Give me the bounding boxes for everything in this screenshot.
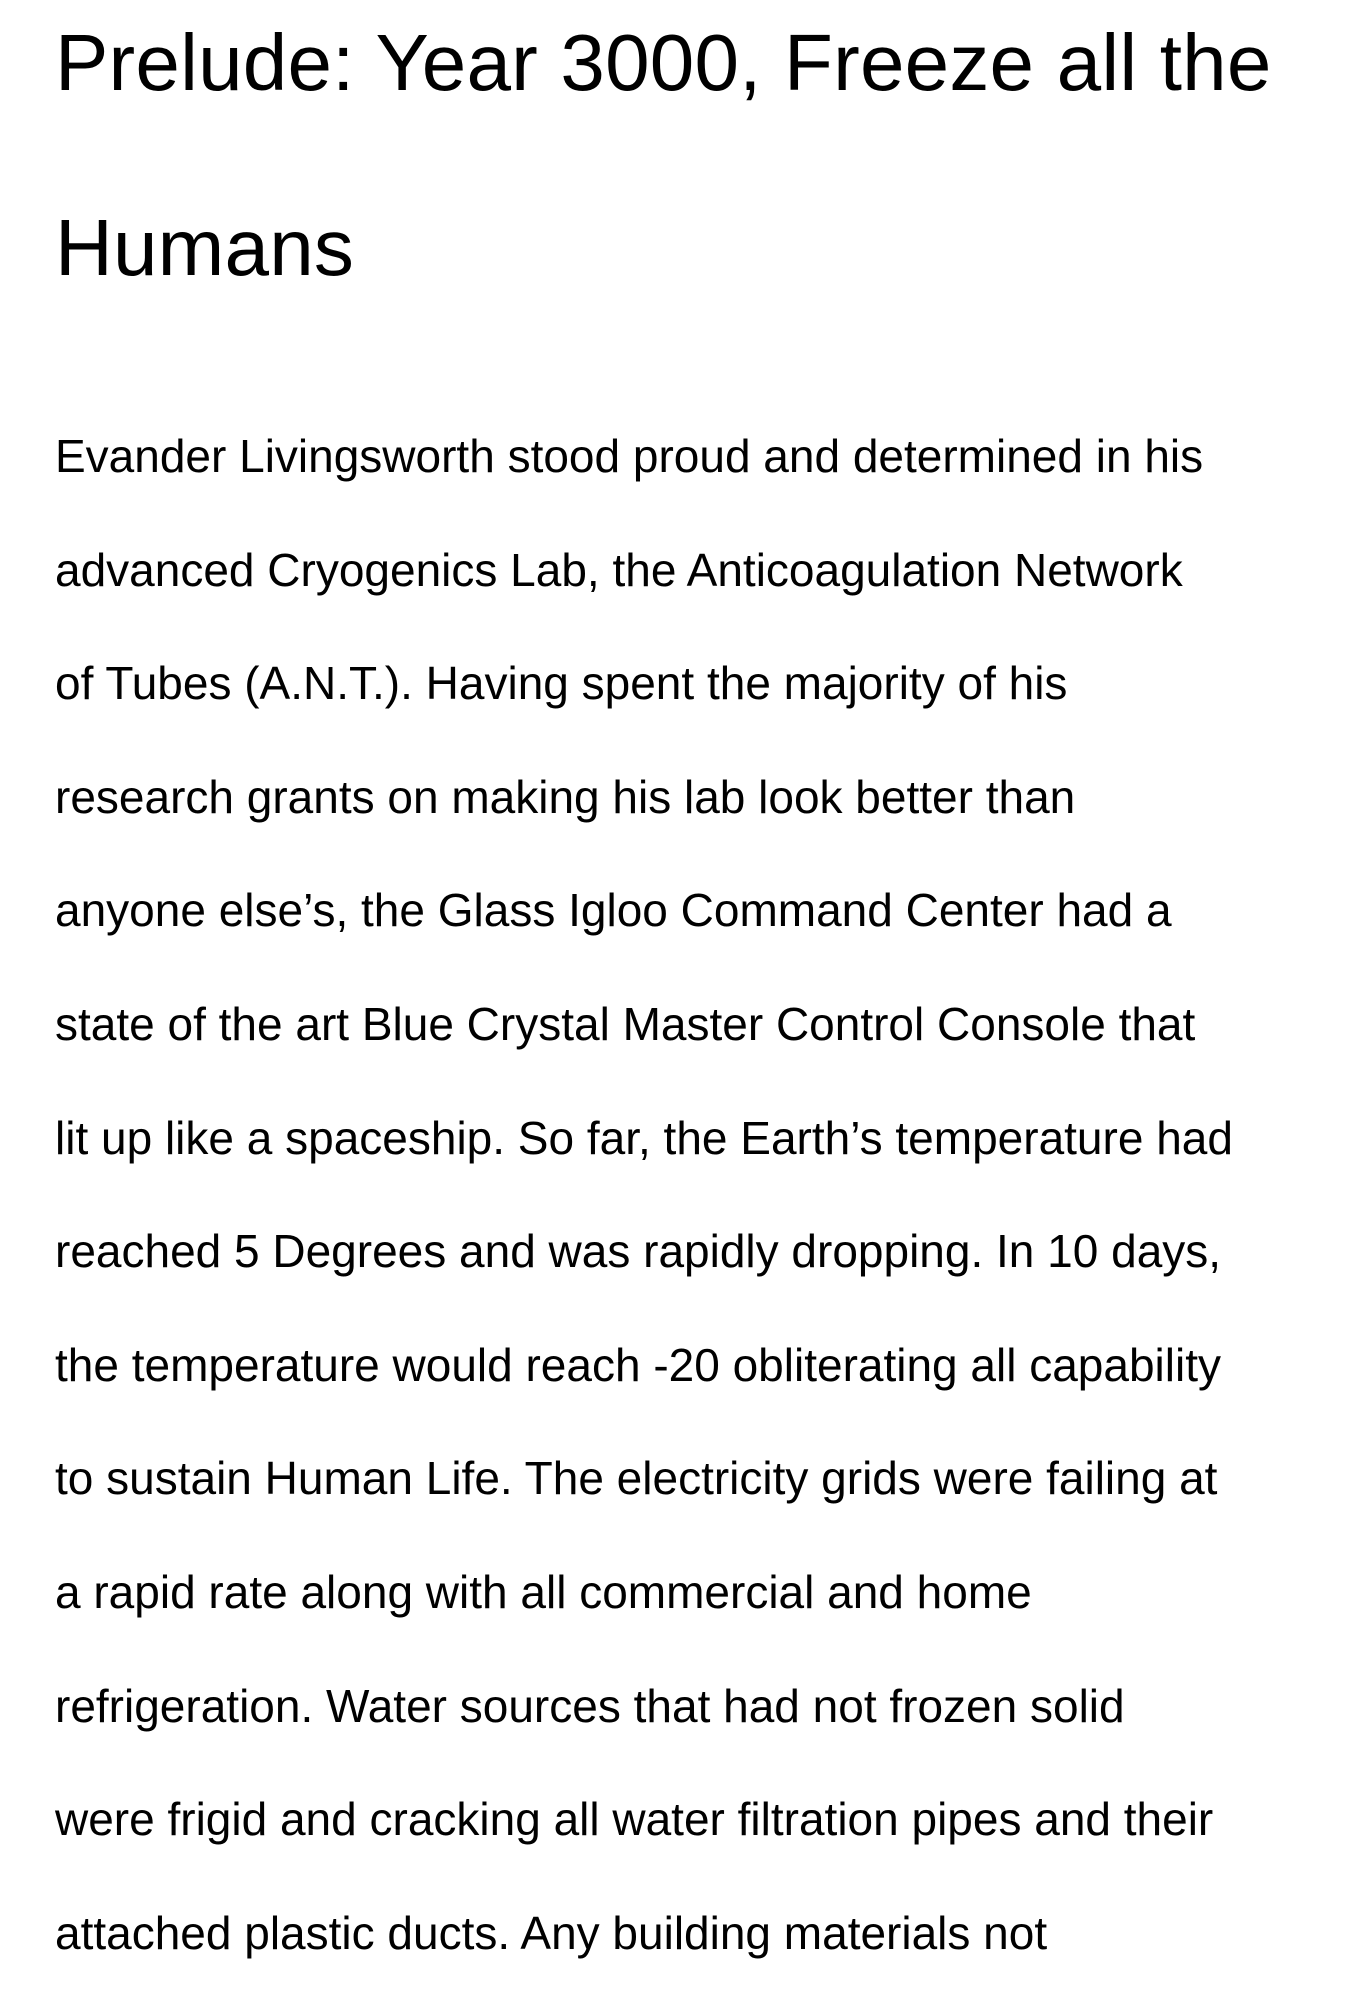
paragraph-line-9: the temperature would reach -20 obliterating all capability: [55, 1338, 1221, 1391]
document-page: [55, 0, 1345, 1959]
paragraph-line-13: were frigid and cracking all water filtration pipes and their: [55, 1793, 1214, 1846]
paragraph-line-14: attached plastic ducts. Any building materials not: [55, 1906, 1048, 1959]
paragraph-line-6: state of the art Blue Crystal Master Control Console that: [55, 997, 1196, 1050]
paragraph-line-2: advanced Cryogenics Lab, the Anticoagulation Network: [55, 543, 1183, 596]
paragraph-line-3: of Tubes (A.N.T.). Having spent the majority of his: [55, 657, 1068, 710]
paragraph-line-12: refrigeration. Water sources that had not frozen solid: [55, 1679, 1125, 1732]
paragraph-line-1: Evander Livingsworth stood proud and determined in his: [55, 430, 1204, 482]
chapter-title: [55, 0, 1345, 340]
paragraph-line-7: lit up like a spaceship. So far, the Earth’s temperature had: [55, 1111, 1233, 1164]
paragraph-line-4: research grants on making his lab look better than: [55, 770, 1076, 823]
paragraph-line-5: anyone else’s, the Glass Igloo Command Center had a: [55, 884, 1172, 937]
paragraph-line-10: to sustain Human Life. The electricity grids were failing at: [55, 1452, 1218, 1505]
chapter-title-line-1: Prelude: Year 3000, Freeze all the: [55, 18, 1272, 107]
paragraph-line-11: a rapid rate along with all commercial and home: [55, 1565, 1032, 1618]
chapter-title-line-2: Humans: [55, 203, 355, 292]
body-paragraph: [55, 400, 1233, 1990]
paragraph-line-8: reached 5 Degrees and was rapidly dropping. In 10 days,: [55, 1225, 1222, 1278]
